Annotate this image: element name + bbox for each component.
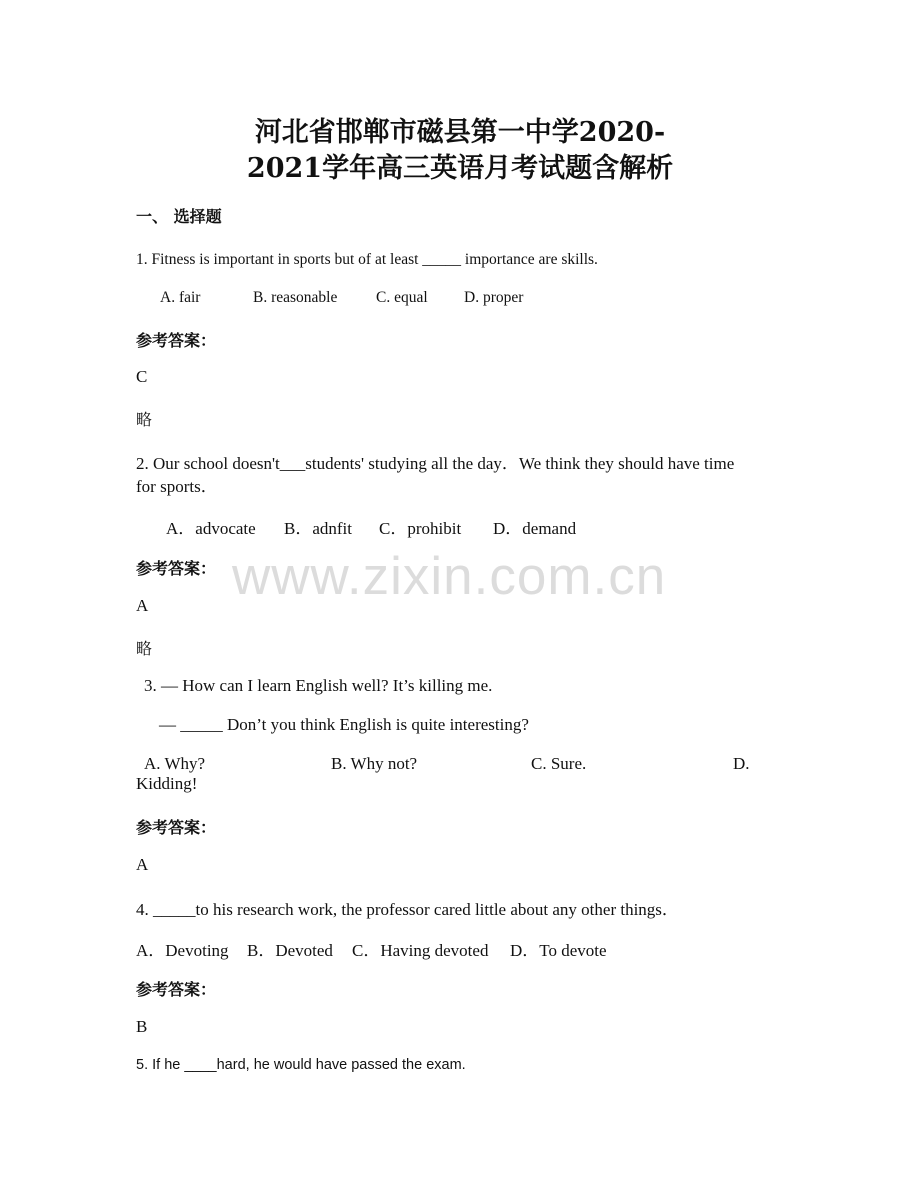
- question-4-option-d: D．To devote: [510, 941, 607, 960]
- question-4-option-a: A．Devoting: [136, 941, 229, 960]
- question-3-option-a: A. Why?: [144, 754, 206, 773]
- question-3-option-d: D.: [733, 754, 750, 773]
- explanation-1: 略: [136, 410, 153, 429]
- watermark-text: www.zixin.com.cn: [232, 547, 667, 606]
- question-2-option-a: A．advocate: [166, 519, 256, 538]
- answer-1: C: [136, 367, 148, 386]
- answer-label-4: 参考答案：: [136, 980, 217, 999]
- document-title-line2: 2021学年高三英语月考试题含解析: [246, 153, 674, 184]
- answer-4: B: [136, 1017, 148, 1036]
- question-2-option-d: D．demand: [493, 519, 577, 538]
- explanation-2: 略: [136, 639, 153, 658]
- question-3-option-c: C. Sure.: [531, 754, 587, 773]
- question-1-option-a: A. fair: [160, 289, 201, 306]
- question-2-option-b: B．adnfit: [284, 519, 352, 538]
- question-5-stem: 5. If he ____hard, he would have passed the exam.: [136, 1057, 466, 1073]
- answer-2: A: [136, 596, 149, 615]
- question-1-stem: 1. Fitness is important in sports but of at least _____ importance are skills.: [136, 251, 598, 268]
- question-2-option-c: C．prohibit: [379, 519, 462, 538]
- document-title-line1: 河北省邯郸市磁县第一中学2020-: [254, 117, 666, 148]
- question-3-stem-line1: 3. — How can I learn English well? It’s killing me.: [144, 676, 493, 695]
- answer-label-2: 参考答案：: [136, 559, 217, 578]
- answer-3: A: [136, 855, 149, 874]
- answer-label-3: 参考答案：: [136, 818, 217, 837]
- question-3-option-b: B. Why not?: [331, 754, 418, 773]
- section-heading: 一、 选择题: [136, 207, 222, 226]
- question-4-option-b: B．Devoted: [247, 941, 333, 960]
- question-1-option-b: B. reasonable: [253, 289, 338, 306]
- question-4-stem: 4. _____to his research work, the professor cared little about any other things．: [136, 900, 679, 919]
- question-1-option-c: C. equal: [376, 289, 428, 306]
- question-3-stem-line2: — _____ Don’t you think English is quite interesting?: [159, 715, 529, 734]
- question-1-option-d: D. proper: [464, 289, 524, 306]
- answer-label-1: 参考答案：: [136, 331, 217, 350]
- question-2-stem-line2: for sports．: [136, 477, 218, 496]
- question-2-stem-line1: 2. Our school doesn't___students' studying all the day．We think they should have time: [136, 454, 735, 473]
- question-3-option-d-continued: Kidding!: [136, 774, 198, 793]
- question-4-option-c: C．Having devoted: [352, 941, 489, 960]
